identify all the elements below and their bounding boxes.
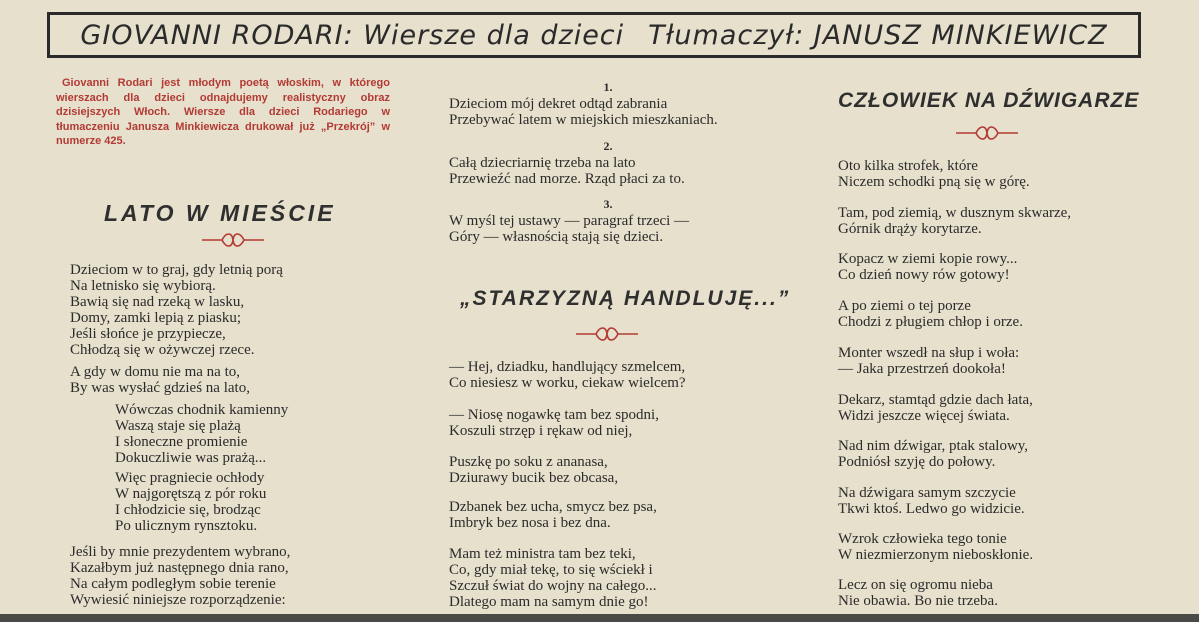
header-book: Wiersze dla dzieci [363, 19, 625, 51]
poem-starzyzna-stanza-2: — Niosę nogawkę tam bez spodni, Koszuli strzęp i rękaw od niej, [449, 407, 659, 439]
poem-czlowiek-stanza-1: Oto kilka strofek, które Niczem schodki pną się w górę. [838, 158, 1030, 190]
decree-number-1: 1. [603, 80, 613, 94]
scroll-flourish-icon [574, 326, 640, 342]
decree-article-2: Całą dziecriarnię trzeba na lato Przewieźć nad morze. Rząd płaci za to. [449, 155, 685, 187]
poem-title-starzyzna: „STARZYZNĄ HANDLUJĘ...” [460, 287, 791, 310]
poem-lato-stanza-3: Wówczas chodnik kamienny Waszą staje się plażą I słoneczne promienie Dokuczliwie was prażą... [115, 402, 289, 466]
decree-article-3: W myśl tej ustawy — paragraf trzeci — Góry — własnością stają się dzieci. [449, 213, 690, 245]
poem-title-czlowiek: CZŁOWIEK NA DŹWIGARZE [838, 89, 1140, 112]
poem-starzyzna-stanza-3: Puszkę po soku z ananasa, Dziurawy bucik bez obcasa, [449, 454, 619, 486]
poem-czlowiek-stanza-8: Na dźwigara samym szczycie Tkwi ktoś. Ledwo go widzicie. [838, 485, 1025, 517]
poem-lato-stanza-5: Jeśli by mnie prezydentem wybrano, Kazałbym już następnego dnia rano, Na całym podległym sobie terenie Wywiesić niniejsze rozporządzenie: [70, 544, 291, 608]
poem-starzyzna-stanza-5: Mam też ministra tam bez teki, Co, gdy miał tekę, to się wściekł i Szczuł świat do wojny na całego... Dlatego mam na samym dnie go! [449, 546, 657, 610]
decree-article-1: Dzieciom mój dekret odtąd zabrania Przebywać latem w miejskich mieszkaniach. [449, 96, 718, 128]
poem-czlowiek-stanza-5: Monter wszedł na słup i woła: — Jaka przestrzeń dookoła! [838, 345, 1020, 377]
header-translator: Tłumaczył: JANUSZ MINKIEWICZ [648, 19, 1108, 51]
poem-starzyzna-stanza-4: Dzbanek bez ucha, smycz bez psa, Imbryk bez nosa i bez dna. [449, 499, 657, 531]
bottom-rule [0, 614, 1199, 622]
poem-czlowiek-stanza-2: Tam, pod ziemią, w dusznym skwarze, Górnik drąży korytarze. [838, 205, 1072, 237]
decree-number-2: 2. [603, 139, 613, 153]
header-title [80, 20, 1107, 51]
poem-lato-stanza-1: Dzieciom w to graj, gdy letnią porą Na letnisko się wybiorą. Bawią się nad rzeką w lasku, Domy, zamki lepią z piasku; Jeśli słońce je przypiecze, Chłodzą się w ożywczej rzece. [70, 262, 283, 358]
scroll-flourish-icon [954, 125, 1020, 141]
poem-lato-stanza-2: A gdy w domu nie ma na to, By was wysłać gdzieś na lato, [70, 364, 250, 396]
intro-paragraph: Giovanni Rodari jest młodym poetą włoskim, w którego wierszach dla dzieci odnajdujemy realistyczny obraz dzisiejszych Włoch. Wiersze dla dzieci Rodariego w tłumaczeniu Janusza Minkiewicza drukował już „Przekrój” w numerze 425. [56, 77, 390, 147]
decree-number-3: 3. [603, 197, 613, 211]
poem-czlowiek-stanza-10: Lecz on się ogromu nieba Nie obawia. Bo nie trzeba. [838, 577, 998, 609]
poem-lato-stanza-4: Więc pragniecie ochłody W najgorętszą z pór roku I chłodzicie się, brodząc Po ulicznym rynsztoku. [115, 470, 267, 534]
poem-czlowiek-stanza-4: A po ziemi o tej porze Chodzi z pługiem chłop i orze. [838, 298, 1023, 330]
poem-czlowiek-stanza-3: Kopacz w ziemi kopie rowy... Co dzień nowy rów gotowy! [838, 251, 1018, 283]
header-box [47, 12, 1141, 58]
header-author: GIOVANNI RODARI: [80, 19, 354, 51]
poem-czlowiek-stanza-9: Wzrok człowieka tego tonie W niezmierzonym nieboskłonie. [838, 531, 1034, 563]
poem-title-lato: LATO W MIEŚCIE [104, 200, 336, 226]
poem-starzyzna-stanza-1: — Hej, dziadku, handlujący szmelcem, Co niesiesz w worku, ciekaw wielcem? [449, 359, 686, 391]
poem-czlowiek-stanza-6: Dekarz, stamtąd gdzie dach łata, Widzi jeszcze więcej świata. [838, 392, 1033, 424]
poem-czlowiek-stanza-7: Nad nim dźwigar, ptak stalowy, Podniósł szyję do połowy. [838, 438, 1029, 470]
scroll-flourish-icon [200, 232, 266, 248]
